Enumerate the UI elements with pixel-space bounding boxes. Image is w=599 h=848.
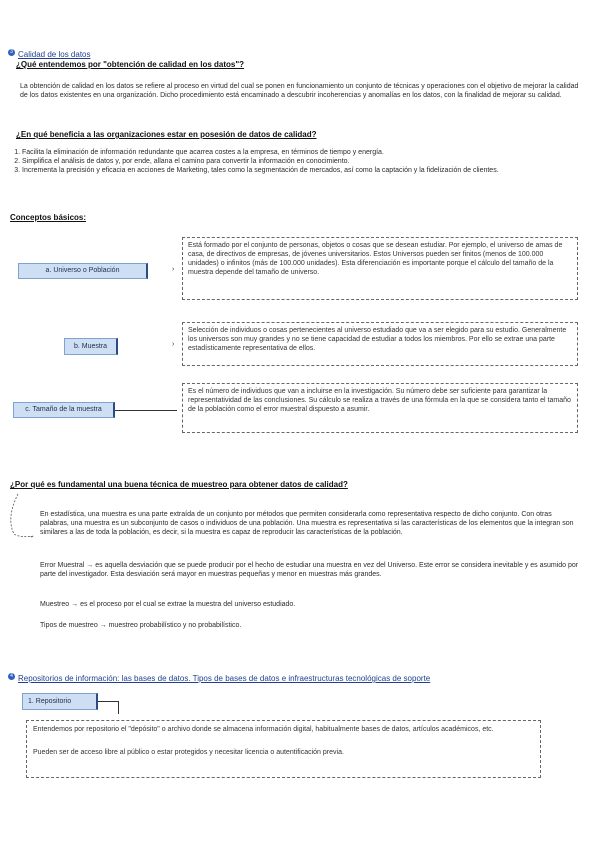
list-item: 2. Simplifica el análisis de datos y, por ende, allana el camino para convertir la información en conocimiento. [22,157,582,166]
concept-definition-universe: Está formado por el conjunto de personas, objetos o cosas que se desean estudiar. Por ejemplo, el universo de amas de casa, de directivos de empresas, de jóvenes universitarios. Estos Universos pueden ser finitos (menos de 100.000 unidades) o infinitos (más de 100.000 unidades). Esta diferenciación es importante porque el cálculo del tamaño de la muestra depende del tamaño de universo. [182,237,578,300]
question-heading-3: ¿Por qué es fundamental una buena técnica de muestreo para obtener datos de calidad? [10,480,348,489]
section-title: Repositorios de información: las bases de datos. Tipos de bases de datos e infraestructuras tecnológicas de soporte [18,674,431,683]
concept-definition-sample-size: Es el número de individuos que van a incluirse en la investigación. Su número debe ser suficiente para garantizar la representatividad de las conclusiones. Su cálculo se realiza a través de una fórmula en la que se considera tanto el tamaño de la población como el error muestral dispuesto a asumir. [182,383,578,433]
concept-label-sample-size: c. Tamaño de la muestra [13,402,115,418]
question-heading-2: ¿En qué beneficia a las organizaciones estar en posesión de datos de calidad? [16,130,317,139]
benefits-list [12,148,582,175]
question-heading-1: ¿Qué entendemos por "obtención de calidad en los datos"? [16,60,245,69]
concept-label-universe: a. Universo o Población [18,263,148,279]
list-item: 3. Incrementa la precisión y eficacia en acciones de Marketing, tales como la segmentación de mercados, así como la captación y la fidelización de clientes. [22,166,582,175]
repository-label: 1. Repositorio [22,693,98,710]
repository-access: Pueden ser de acceso libre al público o estar protegidos y necesitar licencia o autentificación previa. [33,749,344,756]
connector-line [115,410,177,411]
chevron-right-icon: › [172,341,175,348]
section-number-badge: 4 [8,673,15,680]
sampling-paragraph: En estadística, una muestra es una parte extraída de un conjunto por métodos que permiten considerarla como representativa respecto de dicho conjunto. Con otras palabras, una muestra es un subconjunto de casos o individuos de una población. Una muestra es representativa si las características de los elementos que la integran son similares a las de toda la población, es decir, si la muestra es capaz de reproducir las características de la población. [40,511,574,536]
connector-line [118,701,119,714]
concept-label-sample: b. Muestra [64,338,118,355]
chevron-right-icon: › [172,266,175,273]
sampling-error-paragraph: Error Muestral → es aquella desviación que se puede producir por el hecho de estudiar una muestra en vez del Universo. Este error se considera inevitable y es asumido por parte del investigador. Esta desviación será mayor en muestras pequeñas y menor en muestras más grandes. [40,562,579,578]
question-1-body: La obtención de calidad en los datos se refiere al proceso en virtud del cual se ponen en funcionamiento un conjunto de técnicas y operaciones con el objetivo de mejorar la calidad de los datos existentes en una organización. Dicho procedimiento está encaminado a descubrir incoherencias y anomalías en los datos, con la finalidad de mejorar su calidad. [20,83,579,99]
section-title: Calidad de los datos [18,50,91,59]
sampling-types: Tipos de muestreo → muestreo probabilístico y no probabilístico. [40,622,242,629]
arrow-icon: → [27,533,34,540]
repository-definition: Entendemos por repositorio el "depósito" o archivo donde se almacena información digital, habitualmente bases de datos, artículos académicos, etc. [33,726,494,733]
curved-arrow-icon [4,490,44,542]
concept-definition-sample: Selección de individuos o cosas pertenecientes al universo estudiado que va a ser elegido para su estudio. Generalmente los universos son muy grandes y no se tiene capacidad de estudiar a todos los miembros. Por ello se extrae una parte estadísticamente representativa de ellos. [182,322,578,366]
sampling-definition: Muestreo → es el proceso por el cual se extrae la muestra del universo estudiado. [40,601,296,608]
section-4-header [8,668,593,686]
list-item: 1. Facilita la eliminación de información redundante que acarrea costes a la empresa, en términos de tiempo y energía. [22,148,582,157]
connector-line [98,701,118,702]
concepts-heading: Conceptos básicos: [10,213,87,222]
repository-definition-box [26,720,541,778]
section-number-badge: 3 [8,49,15,56]
